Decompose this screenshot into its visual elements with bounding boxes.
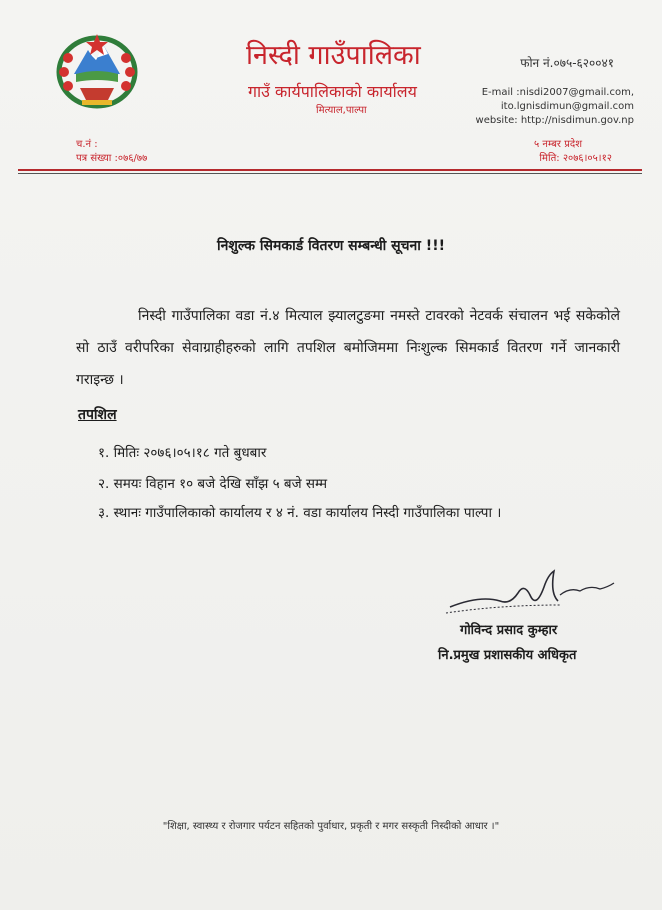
phone-number: फोन नं.०७५-६२००४१ <box>520 56 614 70</box>
handwritten-signature <box>440 565 620 620</box>
detail-item-time: २. समयः विहान १० बजे देखि साँझ ५ बजे सम्म <box>98 476 328 492</box>
government-emblem-icon <box>52 28 142 112</box>
province-label: ५ नम्बर प्रदेश <box>534 139 582 150</box>
letter-number: पत्र संख्या :०७६/७७ <box>76 153 148 164</box>
contact-block <box>476 86 634 128</box>
details-label: तपशिल <box>78 407 117 423</box>
website-line: website: http://nisdimun.gov.np <box>475 115 634 126</box>
detail-item-date: १. मितिः २०७६।०५।१८ गते बुधबार <box>98 445 267 461</box>
notice-body: निस्दी गाउँपालिका वडा नं.४ मित्याल झ्यालटुङमा नमस्ते टावरको नेटवर्क संचालन भई सकेकोले सो ठाउँ वरीपरिका सेवाग्राहीहरुको लागि तपशिल बमोजिममा निःशुल्क सिमकार्ड वितरण गर्ने जानकारी गराइन्छ । <box>76 308 620 388</box>
letter-date: मिति: २०७६।०५।१२ <box>539 153 612 164</box>
signatory-name: गोविन्द प्रसाद कुम्हार <box>460 623 558 638</box>
ch-number: च.नं : <box>76 139 98 150</box>
org-name: निस्दी गाउँपालिका <box>246 40 421 71</box>
header-divider-thin <box>18 173 642 174</box>
header-divider <box>18 169 642 171</box>
detail-item-place: ३. स्थानः गाउँपालिकाको कार्यालय र ४ नं. वडा कार्यालय निस्दी गाउँपालिका पाल्पा । <box>98 505 502 521</box>
email-line-2: ito.lgnisdimun@gmail.com <box>500 101 634 112</box>
office-name: गाउँ कार्यपालिकाको कार्यालय <box>248 82 417 101</box>
footer-motto: "शिक्षा, स्वास्थ्य र रोजगार पर्यटन सहितको पुर्वाधार, प्रकृती र मगर सस्कृती निस्दीको आधार ।" <box>162 821 500 832</box>
email-line: E-mail :nisdi2007@gmail.com, <box>481 87 634 98</box>
office-address: मित्याल,पाल्पा <box>316 105 367 116</box>
notice-heading: निशुल्क सिमकार्ड वितरण सम्बन्धी सूचना !!! <box>217 238 445 254</box>
signatory-title: नि.प्रमुख प्रशासकीय अधिकृत <box>438 648 577 663</box>
